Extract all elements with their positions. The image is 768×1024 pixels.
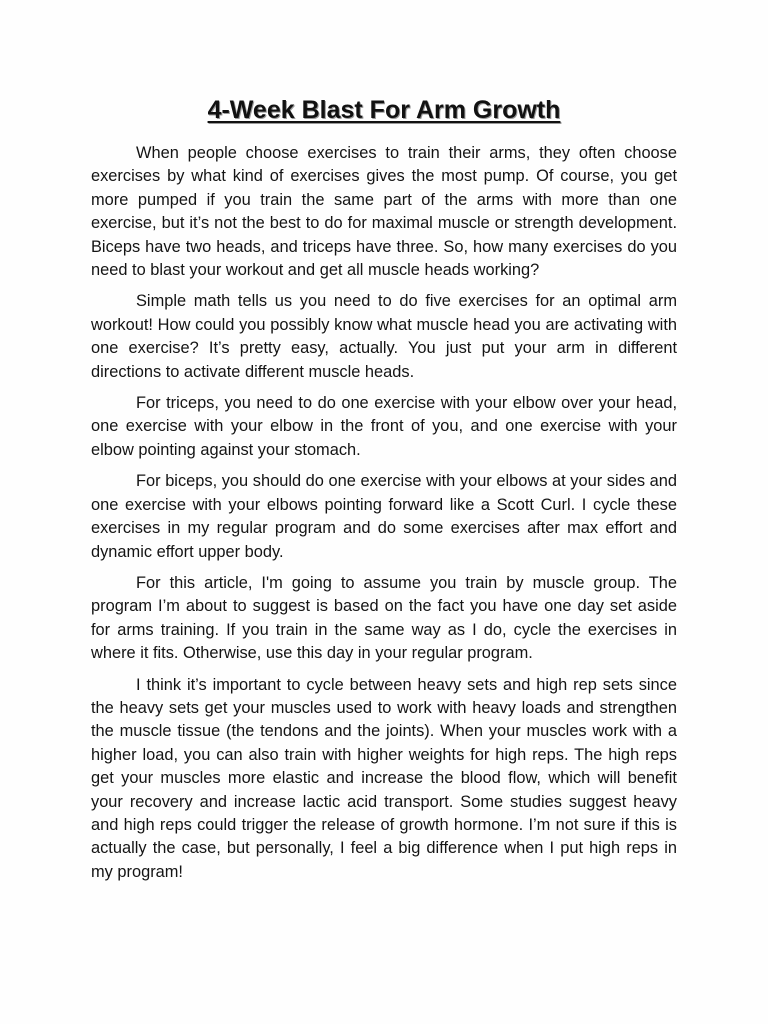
document-title (0, 94, 768, 126)
paragraph-4: For biceps, you should do one exercise with your elbows at your sides and one exercise with your elbows pointing forward like a Scott Curl. I cycle these exercises in my regular program and do some exercises after max effort and dynamic effort upper body. (91, 472, 677, 561)
paragraph-5: For this article, I'm going to assume you train by muscle group. The program I’m about to suggest is based on the fact you have one day set aside for arms training. If you train in the same way as I do, cycle the exercises in where it fits. Otherwise, use this day in your regular program. (91, 573, 677, 663)
paragraph-1: When people choose exercises to train their arms, they often choose exercises by what kind of exercises gives the most pump. Of course, you get more pumped if you train the same part of the arms with more than one exercise, but it’s not the best to do for maximal muscle or strength development. Biceps have two heads, and triceps have three. So, how many exercises do you need to blast your workout and get all muscle heads working? (91, 144, 677, 280)
document-body (91, 142, 677, 892)
paragraph-2: Simple math tells us you need to do five exercises for an optimal arm workout! How could you possibly know what muscle head you are activating with one exercise? It’s pretty easy, actually. You just put your arm in different directions to activate different muscle heads. (91, 292, 677, 381)
document-title-text: 4-Week Blast For Arm Growth (207, 96, 561, 124)
paragraph-3: For triceps, you need to do one exercise with your elbow over your head, one exercise with your elbow in the front of you, and one exercise with your elbow pointing against your stomach. (91, 394, 677, 459)
paragraph-6: I think it’s important to cycle between heavy sets and high rep sets since the heavy sets get your muscles used to work with heavy loads and strengthen the muscle tissue (the tendons and the joints). When your muscles work with a higher load, you can also train with higher weights for high reps. The high reps get your muscles more elastic and increase the blood flow, which will benefit your recovery and increase lactic acid transport. Some studies suggest heavy and high reps could trigger the release of growth hormone. I’m not sure if this is actually the case, but personally, I feel a big difference when I put high reps in my program! (91, 675, 677, 881)
